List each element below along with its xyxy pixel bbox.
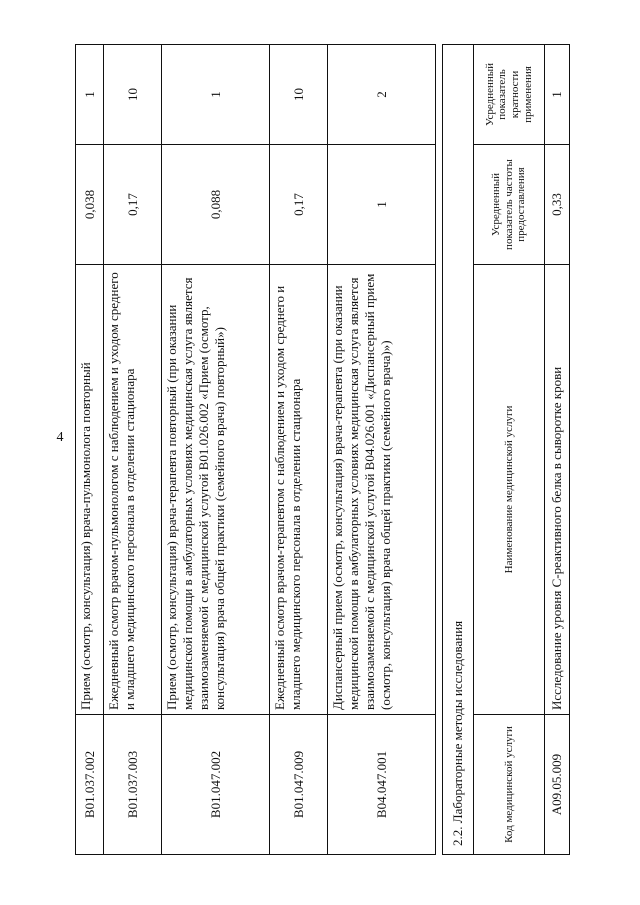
frequency-value: 0,17	[270, 145, 328, 265]
frequency-value: 0,038	[76, 145, 104, 265]
multiplicity-value: 1	[162, 45, 270, 145]
column-header-code: Код медицинской услуги	[474, 715, 545, 855]
table-row	[104, 45, 162, 855]
service-code: A09.05.009	[545, 715, 570, 855]
multiplicity-value: 1	[545, 44, 570, 144]
service-code: B01.037.003	[104, 715, 162, 855]
table-row	[328, 45, 436, 855]
service-name: Диспансерный прием (осмотр, консультация) врача-терапевта (при оказании медицинской помощи в амбулаторных условиях медицинская услуга является взаимозаменяемой с медицинской услугой B04.026.001 «Диспансерный прием (осмотр, консультация) врача общей практики (семейного врача)»)	[328, 265, 436, 715]
frequency-value: 0,088	[162, 145, 270, 265]
lab-methods-table	[442, 44, 570, 855]
column-header-multiplicity: Усредненный показатель кратности применения	[474, 44, 545, 144]
service-name: Прием (осмотр, консультация) врача-терапевта повторный (при оказании медицинской помощи в амбулаторных условиях медицинская услуга является взаимозаменяемой с медицинской услугой B01.026.002 «Прием (осмотр, консультация) врача общей практики (семейного врача) повторный»)	[162, 265, 270, 715]
service-code: B01.047.009	[270, 715, 328, 855]
header-row	[474, 44, 545, 854]
section-title: 2.2. Лабораторные методы исследования	[443, 44, 474, 854]
service-code: B01.037.002	[76, 715, 104, 855]
multiplicity-value: 10	[104, 45, 162, 145]
multiplicity-value: 10	[270, 45, 328, 145]
service-code: B04.047.001	[328, 715, 436, 855]
multiplicity-value: 2	[328, 45, 436, 145]
service-name: Ежедневный осмотр врачом-терапевтом с наблюдением и уходом среднего и младшего медицинского персонала в отделении стационара	[270, 265, 328, 715]
service-name: Прием (осмотр, консультация) врача-пульмонолога повторный	[76, 265, 104, 715]
section-title-row	[443, 44, 474, 854]
table-row	[76, 45, 104, 855]
column-header-frequency: Усредненный показатель частоты предоставления	[474, 145, 545, 265]
service-name: Исследование уровня С-реактивного белка в сыворотке крови	[545, 265, 570, 715]
table-row	[545, 44, 570, 854]
service-name: Ежедневный осмотр врачом-пульмонологом с наблюдением и уходом среднего и младшего медицинского персонала в отделении стационара	[104, 265, 162, 715]
frequency-value: 0,33	[545, 145, 570, 265]
frequency-value: 1	[328, 145, 436, 265]
rotated-page-content	[75, 45, 635, 855]
table-row	[162, 45, 270, 855]
table-row	[270, 45, 328, 855]
page-number: 4	[56, 430, 64, 445]
frequency-value: 0,17	[104, 145, 162, 265]
service-code: B01.047.002	[162, 715, 270, 855]
multiplicity-value: 1	[76, 45, 104, 145]
column-header-name: Наименование медицинской услуги	[474, 265, 545, 715]
services-table	[75, 44, 436, 855]
